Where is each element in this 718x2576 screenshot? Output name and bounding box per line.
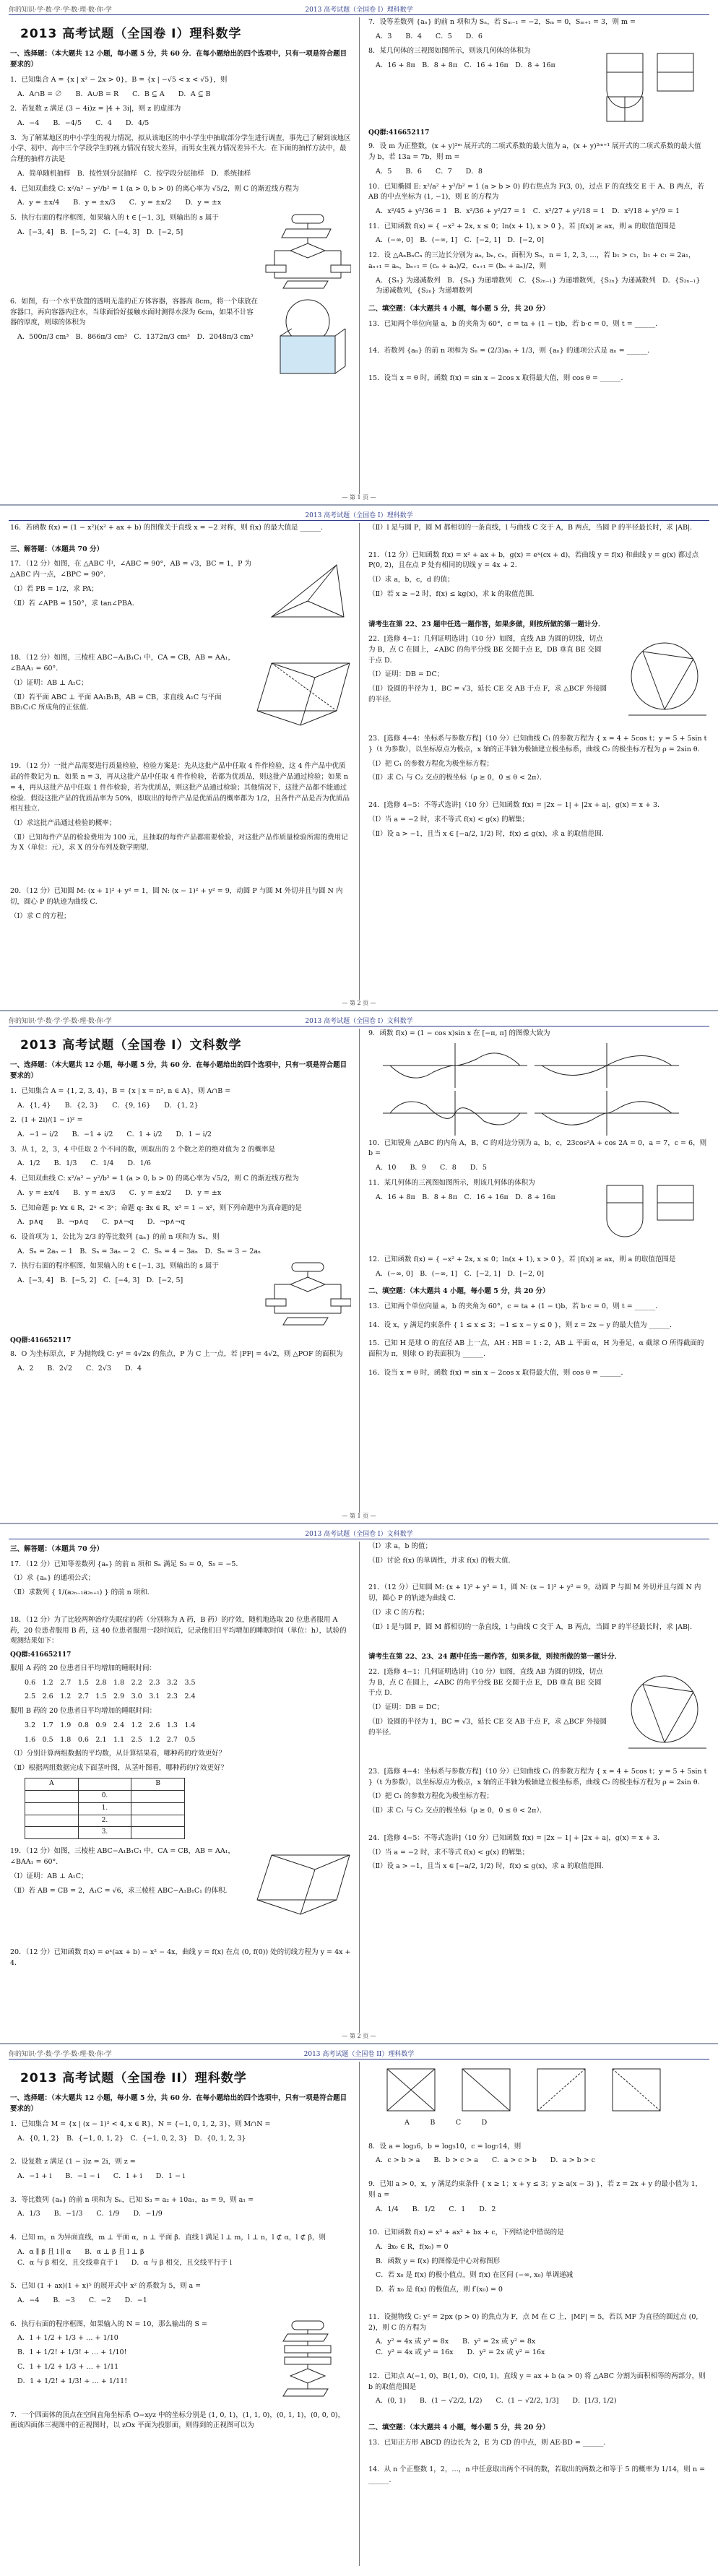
page-header [9,1529,709,1539]
options: A．y = ±x/4 B．y = ±x/3 C．y = ±x/2 D．y = ±x [17,199,222,207]
options: A．(0, 1) B．(1 − √2/2, 1/2) C．(1 − √2/2, 1/3] D．[1/3, 1/2) [376,2397,617,2406]
column-divider [359,17,360,494]
page-1 [0,0,718,506]
options: A．α ∥ β 且 l ∥ α B．α ⊥ β 且 l ⊥ β [17,2247,144,2256]
question-6: 6．设首项为 1，公比为 2/3 的等比数列 {aₙ} 的前 n 项和为 Sₙ，则 [10,1232,220,1241]
qq-group-label: QQ群:416652117 [10,1337,72,1345]
question-6: 6．执行右面的程序框图，如果输入的 N = 10，那么输出的 S = [10,2320,207,2328]
options: A．{0, 1, 2} B．{−1, 0, 1, 2} C．{−1, 0, 2, 3} D．{0, 1, 2, 3} [17,2134,246,2143]
option-d: D．若 x₀ 是 f(x) 的极值点，则 f′(x₀) = 0 [376,2286,503,2294]
prism-figure [250,1846,351,1919]
question-18: 18．（12 分）为了比较两种治疗失眠症的药（分别称为 A 药，B 药）的疗效，随机地选取 20 位患者服用 A 药，20 位患者服用 B 药，这 40 位患者服用一段时间后，记录他们日平均增加的睡眠时间（单位：h），试验的观测结果如下： [10,1615,347,1646]
question-13: 13．已知两个单位向量 a，b 的夹角为 60°，c = ta + (1 − t)b，若 b·c = 0，则 t = ______． [368,1302,662,1311]
question-11: 11．设抛物线 C: y² = 2px (p > 0) 的焦点为 F，点 M 在 C 上，|MF| = 5，若以 MF 为直径的圆过点 (0, 2)，则 C 的方程为 [368,2312,698,2332]
question-4: 4．已知双曲线 C: x²/a² − y²/b² = 1 (a > 0, b > 0) 的离心率为 √5/2，则 C 的渐近线方程为 [10,184,299,193]
left-column [10,1029,351,1375]
data-row: 2.5 2.6 1.2 2.7 1.5 2.9 3.0 3.1 2.3 2.4 [25,1693,196,1701]
flowchart-figure [264,1261,351,1334]
option-b: B．1 + 1/2! + 1/3! + … + 1/10! [17,2348,127,2357]
left-column [10,1542,351,1973]
question-18-part-2: （Ⅱ）若平面 ABC ⊥ 平面 AA₁B₁B，AB = CB，求直线 A₁C 与平面 BB₁C₁C 所成角的正弦值． [10,693,222,712]
options: A．{Sₙ} 为递减数列 B．{Sₙ} 为递增数列 C．{S₂ₙ₋₁} 为递增数列，{S₂ₙ} 为递减数列 D．{S₂ₙ₋₁} 为递减数列，{S₂ₙ} 为递增数列 [376,276,701,295]
question-21: 21．（12 分）已知圆 M: (x + 1)² + y² = 1，圆 N: (x − 1)² + y² = 9，动圆 P 与圆 M 外切并且与圆 N 内切，圆心 P 的轨迹为曲线 C． [368,1583,701,1603]
question-15: 15．设当 x = θ 时，函数 f(x) = sin x − 2cos x 取得最大值，则 cos θ = ______． [368,374,628,383]
options: A．A∩B = ∅ B．A∪B = R C．B ⊆ A D．A ⊆ B [17,90,211,98]
graph-option-b [535,1043,679,1088]
question-24-part-1: （Ⅰ）当 a = −2 时，求不等式 f(x) < g(x) 的解集； [368,815,529,824]
question-14: 14．设 x，y 满足约束条件 { 1 ≤ x ≤ 3；−1 ≤ x − y ≤ 0 }，则 z = 2x − y 的最大值为 ______． [368,1321,677,1329]
question-24: 24．[选修 4−5：不等式选讲]（10 分）已知函数 f(x) = |2x − 1| + |2x + a|，g(x) = x + 3． [368,801,665,810]
question-7: 7．一个四面体的顶点在空间直角坐标系 O−xyz 中的坐标分别是 (1, 0, 1)，(1, 1, 0)，(0, 1, 1)，(0, 0, 0)，画该四面体三视图中的正视图时，以 zOx 平面为投影面，则得到的正视图可以为 [10,2411,345,2430]
page-title: 2013 高考试题（全国卷 II）理科数学 [20,2071,247,2086]
page-header [9,510,709,521]
question-4: 4．已知 m，n 为异面直线，m ⊥ 平面 α，n ⊥ 平面 β．直线 l 满足 l ⊥ m，l ⊥ n，l ⊄ α，l ⊄ β，则 [10,2234,326,2242]
header-center: 2013 高考试题（全国卷 I）文科数学 [305,1531,413,1538]
question-1: 1．已知集合 A = {1, 2, 3, 4}，B = {x | x = n², n ∈ A}，则 A∩B = [10,1086,231,1095]
options: A．−4 B．−4/5 C．4 D．4/5 [17,118,150,127]
header-left: 你的知识·学·数·学·学·数·理·数·你·学 [9,1018,112,1025]
question-22-part-2: （Ⅱ）设圆的半径为 1，BC = √3，延长 CE 交 AB 于点 F，求 △BCF 外接圆的半径． [368,1717,607,1737]
question-2: 2．(1 + 2i)/(1 − i)² = [10,1116,83,1125]
question-17-part-2: （Ⅱ）若 ∠APB = 150°，求 tan∠PBA． [10,599,139,608]
column-divider [359,1542,360,2033]
question-19: 19．（12 分）如图，三棱柱 ABC−A₁B₁C₁ 中，CA = CB，AB = AA₁，∠BAA₁ = 60°． [10,1847,235,1867]
option-a: A．1 + 1/2 + 1/3 + … + 1/10 [17,2334,118,2343]
question-24-part-2: （Ⅱ）设 a > −1，且当 x ∈ [−a/2, 1/2) 时，f(x) ≤ g(x)，求 a 的取值范围． [368,1862,609,1871]
question-8: 8．设 a = log₃6，b = log₅10，c = log₇14，则 [368,2142,522,2151]
section-heading: 二、填空题：（本大题共 4 小题，每小题 5 分，共 20 分） [368,305,550,313]
data-row: 1.6 0.5 1.8 0.6 2.1 1.1 2.5 1.2 2.7 0.5 [25,1735,196,1744]
column-divider [359,2062,360,2566]
options: A．(−∞, 0] B．(−∞, 1] C．[−2, 1] D．[−2, 0] [376,236,544,245]
options: A．16 + 8π B．8 + 8π C．16 + 16π D．8 + 16π [376,61,555,70]
table-cell: A [49,1779,54,1787]
options: A．500π/3 cm³ B．866π/3 cm³ C．1372π/3 cm³ D．2048π/3 cm³ [17,333,254,342]
option-d: D．1 + 1/2! + 1/3! + … + 1/11! [17,2377,128,2385]
header-center: 2013 高考试题（全国卷 II）理科数学 [303,2051,415,2058]
question-24-part-2: （Ⅱ）设 a > −1，且当 x ∈ [−a/2, 1/2) 时，f(x) ≤ g(x)，求 a 的取值范围． [368,829,609,838]
page-footer: — 第 2 页 — [342,2033,376,2039]
right-column [368,523,708,843]
section-heading: 二、填空题：（本大题共 4 小题，每小题 5 分，共 20 分） [368,2423,550,2432]
question-14: 14．若数列 {aₙ} 的前 n 项和为 Sₙ = (2/3)aₙ + 1/3，则 {aₙ} 的通项公式是 aₙ = ______． [368,347,654,355]
question-9: 9．已知 a > 0，x，y 满足约束条件 { x ≥ 1；x + y ≤ 3；y ≥ a(x − 3) }，若 z = 2x + y 的最小值为 1，则 a = [368,2180,703,2199]
flowchart-figure [264,2320,351,2406]
question-22: 22．[选修 4−1：几何证明选讲]（10 分）如图，直线 AB 为圆的切线，切点为 B，点 C 在圆上，∠ABC 的角平分线 BE 交圆于点 E，DB 垂直 BE 交圆于点 D． [368,635,603,665]
column-divider [359,523,360,1000]
qq-group-label: QQ群:416652117 [368,129,430,137]
options: A．c > b > a B．b > c > a C．a > c > b D．a > b > c [376,2156,595,2165]
question-7: 7．执行右面的程序框图，如果输入的 t ∈ [−1, 3]，则输出的 s 属于 [10,1262,219,1271]
question-4: 4．已知双曲线 C: x²/a² − y²/b² = 1 (a > 0, b > 0) 的离心率为 √5/2，则 C 的渐近线方程为 [10,1175,299,1183]
question-11: 11．某几何体的三视图如图所示，则该几何体的体积为 [368,1178,535,1187]
question-21: 21．（12 分）已知函数 f(x) = x² + ax + b，g(x) = eˣ(cx + d)，若曲线 y = f(x) 和曲线 y = g(x) 都过点 P(0, 2)，且在点 P 处有相同的切线 y = 4x + 2． [368,550,699,570]
view-option-b [458,2065,516,2115]
view-options [368,2065,708,2115]
left-column [10,523,351,925]
options: C．y² = 4x 或 y² = 16x D．y² = 2x 或 y² = 16x [376,2348,545,2357]
options: A．1/3 B．−1/3 C．1/9 D．−1/9 [17,2210,163,2218]
question-11: 11．已知函数 f(x) = { −x² + 2x, x ≤ 0；ln(x + 1), x > 0 }，若 |f(x)| ≥ ax，则 a 的取值范围是 [368,222,676,230]
section-heading: 三、解答题：（本题共 70 分） [10,1545,104,1553]
data-label-b: 服用 B 药的 20 位患者日平均增加的睡眠时间： [10,1707,157,1716]
question-22-part-1: （Ⅰ）证明：DB = DC； [368,670,444,679]
question-19-part-2: （Ⅱ）若 AB = CB = 2，A₁C = √6，求三棱柱 ABC−A₁B₁C₁ 的体积． [10,1886,232,1895]
question-20: 20．（12 分）已知函数 f(x) = eˣ(ax + b) − x² − 4x，曲线 y = f(x) 在点 (0, f(0)) 处的切线方程为 y = 4x + 4． [10,1948,351,1968]
header-center: 2013 高考试题（全国卷 I）理科数学 [305,512,413,519]
question-17-part-2: （Ⅱ）求数列 { 1/(a₂ₙ₋₁a₂ₙ₊₁) } 的前 n 项和． [10,1589,155,1597]
question-23-part-1: （Ⅰ）把 C₁ 的参数方程化为极坐标方程； [368,759,493,768]
question-2: 2．设复数 z 满足 (1 − i)z = 2i，则 z = [10,2158,136,2166]
circle-tangent-figure [614,634,708,721]
question-20-part-1: （Ⅰ）求 a，b 的值； [368,1542,433,1550]
question-18-part-1: （Ⅰ）证明：AB ⊥ A₁C； [10,678,88,687]
three-view-figure [600,1178,708,1250]
question-21-part-2: （Ⅱ）若 x ≥ −2 时，f(x) ≤ kg(x)，求 k 的取值范围． [368,589,540,598]
page-footer: — 第 1 页 — [342,494,376,501]
question-24: 24．[选修 4−5：不等式选讲]（10 分）已知函数 f(x) = |2x − 1| + |2x + a|，g(x) = x + 3． [368,1833,665,1842]
graph-options [368,1043,708,1088]
header-center: 2013 高考试题（全国卷 I）文科数学 [305,1018,413,1025]
question-18-part-2: （Ⅱ）根据两组数据完成下面茎叶图，从茎叶图看，哪种药的疗效更好？ [10,1764,228,1772]
page-title: 2013 高考试题（全国卷 I）理科数学 [20,27,242,41]
options: A．[−3, 4] B．[−5, 2] C．[−4, 3] D．[−2, 5] [17,228,183,236]
view-option-a [383,2065,441,2115]
section-heading: 二、填空题：（本大题共 4 小题，每小题 5 分，共 20 分） [368,1287,550,1296]
options: A．−1 + i B．−1 − i C．1 + i D．1 − i [17,2171,185,2180]
question-8: 8．O 为坐标原点，F 为抛物线 C: y² = 4√2x 的焦点，P 为 C 上一点，若 |PF| = 4√2，则 △POF 的面积为 [10,1350,343,1359]
options: A．−1 − i/2 B．−1 + i/2 C．1 + i/2 D．1 − i/2 [17,1130,212,1138]
question-16: 16．若函数 f(x) = (1 − x²)(x² + ax + b) 的图像关于直线 x = −2 对称，则 f(x) 的最大值是 ______． [10,524,328,532]
options: A．p∧q B．¬p∧q C．p∧¬q D．¬p∧¬q [17,1218,186,1227]
question-5: 5．执行右面的程序框图，如果输入的 t ∈ [−1, 3]，则输出的 s 属于 [10,213,219,222]
question-20-part-2: （Ⅱ）l 是与圆 P，圆 M 都相切的一条直线，l 与曲线 C 交于 A，B 两点，当圆 P 的半径最长时，求 |AB|． [368,524,697,532]
three-view-figure [600,46,708,126]
left-column [10,2062,351,2435]
page-header [9,4,709,15]
question-5: 5．已知 (1 + ax)(1 + x)⁵ 的展开式中 x² 的系数为 5，则 a = [10,2282,202,2291]
table-cell: B [131,1778,184,1790]
options: A．−4 B．−3 C．−2 D．−1 [17,2296,147,2304]
section-heading: 三、解答题：（本题共 70 分） [10,545,104,553]
question-22: 22．[选修 4−1：几何证明选讲]（10 分）如图，直线 AB 为圆的切线，切点为 B，点 C 在圆上，∠ABC 的角平分线 BE 交圆于点 E，DB 垂直 BE 交圆于点 D． [368,1668,603,1698]
page-footer: — 第 2 页 — [342,1000,376,1006]
options: A．5 B．6 C．7 D．8 [376,167,483,176]
table-cell [78,1778,131,1790]
page-2 [0,506,718,1011]
graph-option-a [383,1043,527,1088]
option-b: B．函数 y = f(x) 的图像是中心对称图形 [376,2257,501,2265]
question-23: 23．[选修 4−4：坐标系与参数方程]（10 分）已知曲线 C₁ 的参数方程为 { x = 4 + 5cos t；y = 5 + 5sin t }（t 为参数），以坐标原点为极点，x 轴的正半轴为极轴建立极坐标系，曲线 C₂ 的极坐标方程为 ρ = 2sin θ． [368,1768,707,1786]
question-1: 1．已知集合 M = {x | (x − 1)² < 4, x ∈ R}，N = {−1, 0, 1, 2, 3}，则 M∩N = [10,2119,271,2128]
question-10: 10．已知函数 f(x) = x³ + ax² + bx + c，下列结论中错误的是 [368,2229,564,2237]
right-column [368,1029,708,1383]
qq-group-label: QQ群:416652117 [10,1651,72,1659]
section-heading: 一、选择题：（本大题共 12 小题，每小题 5 分，共 60 分．在每小题给出的四个选项中，只有一项是符合题目要求的） [10,2094,347,2114]
elective-note: 请考生在第 22、23 题中任选一题作答，如果多做，则按所做的第一题计分． [368,620,605,628]
graph-option-d [535,1091,679,1136]
question-19: 19．（12 分）一批产品需要进行质量检验，检验方案是：先从这批产品中任取 4 件作检验，这 4 件产品中优质品的件数记为 n．如果 n = 3，再从这批产品中任取 4 件作检验，若都为优质品，则这批产品通过检验；如果 n = 4，再从这批产品中任取 1 件作检验，若为优质品，则这批产品通过检验；其他情况下，这批产品都不能通过检验．假设这批产品的优质品率为 50%，即取出的每件产品是优质品的概率都为 1/2，且各件产品是否为优质品相互独立． [10,762,350,813]
data-row: 3.2 1.7 1.9 0.8 0.9 2.4 1.2 2.6 1.3 1.4 [25,1721,196,1729]
page-title: 2013 高考试题（全国卷 I）文科数学 [20,1038,242,1053]
question-9: 9．函数 f(x) = (1 − cos x)sin x 在 [−π, π] 的图像大致为 [368,1029,550,1037]
options: A．y = ±x/4 B．y = ±x/3 C．y = ±x/2 D．y = ±x [17,1188,222,1197]
view-option-d [608,2065,666,2115]
question-19-part-1: （Ⅰ）证明：AB ⊥ A₁C； [10,1872,88,1880]
question-16: 16．设当 x = θ 时，函数 f(x) = sin x − 2cos x 取得最大值，则 cos θ = ______． [368,1368,628,1377]
question-18: 18．（12 分）如图，三棱柱 ABC−A₁B₁C₁ 中，CA = CB，AB = AA₁，∠BAA₁ = 60°． [10,654,235,673]
options: A．1/2 B．1/3 C．1/4 D．1/6 [17,1159,151,1168]
question-3: 3．从 1，2，3，4 中任取 2 个不同的数，则取出的 2 个数之差的绝对值为 2 的概率是 [10,1145,276,1154]
question-23-part-2: （Ⅱ）求 C₁ 与 C₂ 交点的极坐标（ρ ≥ 0，0 ≤ θ < 2π）． [368,774,547,782]
question-17-part-1: （Ⅰ）求 {aₙ} 的通项公式； [10,1574,95,1583]
options: A．{1, 4} B．{2, 3} C．{9, 16} D．{1, 2} [17,1101,199,1110]
question-3: 3．为了解某地区的中小学生的视力情况，拟从该地区的中小学生中抽取部分学生进行调查，事先已了解到该地区小学、初中、高中三个学段学生的视力情况有较大差异，而男女生视力情况差异不大．在下面的抽样方法中，最合理的抽样方法是 [10,134,351,164]
data-label-a: 服用 A 药的 20 位患者日平均增加的睡眠时间： [10,1664,157,1672]
data-row: 0.6 1.2 2.7 1.5 2.8 1.8 2.2 2.3 3.2 3.5 [25,1678,196,1687]
question-18-part-1: （Ⅰ）分别计算两组数据的平均数，从计算结果看，哪种药的疗效更好？ [10,1750,226,1758]
question-20: 20．（12 分）已知圆 M: (x + 1)² + y² = 1，圆 N: (x − 1)² + y² = 9，动圆 P 与圆 M 外切并且与圆 N 内切，圆心 P 的轨迹为曲线 C． [10,887,343,906]
options: A．x²/45 + y²/36 = 1 B．x²/36 + y²/27 = 1 C．x²/27 + y²/18 = 1 D．x²/18 + y²/9 = 1 [376,207,680,215]
options: C．α 与 β 相交，且交线垂直于 l D．α 与 β 相交，且交线平行于 l [17,2258,232,2267]
page-footer: — 第 1 页 — [342,1513,376,1519]
question-1: 1．已知集合 A = {x | x² − 2x > 0}，B = {x | −√5 < x < √5}，则 [10,75,228,84]
question-10: 10．已知椭圆 E: x²/a² + y²/b² = 1 (a > b > 0) 的右焦点为 F(3, 0)，过点 F 的直线交 E 于 A、B 两点，若 AB 的中点坐标为 (1, −1)，则 E 的方程为 [368,182,704,202]
option-c: C．1 + 1/2 + 1/3 + … + 1/11 [17,2362,119,2371]
options: A．3 B．4 C．5 D．6 [376,32,483,40]
header-left: 你的知识·学·数·学·学·数·理·数·你·学 [9,2051,112,2058]
page-header [9,1016,709,1026]
question-22-part-2: （Ⅱ）设圆的半径为 1，BC = √3，延长 CE 交 AB 于点 F，求 △BCF 外接圆的半径． [368,685,607,704]
options: A．10 B．9 C．8 D．5 [376,1164,487,1172]
question-21-part-2: （Ⅱ）l 是与圆 P，圆 M 都相切的一条直线，l 与曲线 C 交于 A，B 两点，当圆 P 的半径最长时，求 |AB|． [368,1622,697,1631]
question-24-part-1: （Ⅰ）当 a = −2 时，求不等式 f(x) < g(x) 的解集； [368,1848,529,1857]
right-column [368,1542,708,1876]
right-column [368,2062,708,2490]
question-21-part-1: （Ⅰ）求 a，b，c，d 的值； [368,576,454,584]
left-column [10,17,351,376]
options: A．(−∞, 0] B．(−∞, 1] C．[−2, 1] D．[−2, 0] [376,1269,544,1278]
options: A．[−3, 4] B．[−5, 2] C．[−4, 3] D．[−2, 5] [17,1276,183,1285]
graph-option-c [383,1091,527,1136]
question-23-part-1: （Ⅰ）把 C₁ 的参数方程化为极坐标方程； [368,1792,493,1801]
question-17: 17．（12 分）已知等差数列 {aₙ} 的前 n 项和 Sₙ 满足 S₃ = 0，S₅ = −5． [10,1560,243,1568]
section-heading: 一、选择题：（本大题共 12 小题，每小题 5 分，共 60 分．在每小题给出的四个选项中，只有一项是符合题目要求的） [10,1061,347,1081]
question-12: 12．设 △AₙBₙCₙ 的三边长分别为 aₙ, bₙ, cₙ，面积为 Sₙ，n = 1, 2, 3, …，若 b₁ > c₁，b₁ + c₁ = 2a₁，aₙ₊₁ = aₙ，bₙ₊₁ = (cₙ + aₙ)/2，cₙ₊₁ = (bₙ + aₙ)/2，则 [368,251,696,270]
question-9: 9．设 m 为正整数，(x + y)²ᵐ 展开式的二项式系数的最大值为 a，(x + y)²ᵐ⁺¹ 展开式的二项式系数的最大值为 b，若 13a = 7b，则 m = [368,142,701,162]
question-13: 13．已知正方形 ABCD 的边长为 2，E 为 CD 的中点，则 AE·BD = ______． [368,2438,610,2447]
question-17: 17．（12 分）如图，在 △ABC 中，∠ABC = 90°，AB = √3，BC = 1，P 为 △ABC 内一点，∠BPC = 90°． [10,560,251,579]
column-divider [359,1029,360,1513]
question-10: 10．已知锐角 △ABC 的内角 A，B，C 的对边分别为 a，b，c，23cos²A + cos 2A = 0，a = 7，c = 6，则 b = [368,1138,707,1158]
header-center: 2013 高考试题（全国卷 I）理科数学 [305,7,413,14]
question-21-part-1: （Ⅰ）求 C 的方程； [368,1608,429,1617]
graph-options [368,1091,708,1136]
question-13: 13．已知两个单位向量 a，b 的夹角为 60°，c = ta + (1 − t)b，若 b·c = 0，则 t = ______． [368,319,662,328]
question-12: 12．已知点 A(−1, 0)，B(1, 0)，C(0, 1)，直线 y = ax + b (a > 0) 将 △ABC 分割为面积相等的两部分，则 b 的取值范围是 [368,2372,706,2391]
page-3 [0,1011,718,1524]
flowchart-figure [264,213,351,293]
question-17-part-1: （Ⅰ）若 PB = 1/2，求 PA； [10,584,98,593]
options: A．简单随机抽样 B．按性别分层抽样 C．按学段分层抽样 D．系统抽样 [17,169,251,178]
question-14: 14．从 n 个正整数 1，2，…，n 中任意取出两个不同的数，若取出的两数之和等于 5 的概率为 1/14，则 n = ______． [368,2465,706,2485]
question-23: 23．[选修 4−4：坐标系与参数方程]（10 分）已知曲线 C₁ 的参数方程为 { x = 4 + 5cos t；y = 5 + 5sin t }（t 为参数），以坐标原点为极点，x 轴的正半轴为极轴建立极坐标系，曲线 C₂ 的极坐标方程为 ρ = 2sin θ． [368,735,707,754]
question-7: 7．设等差数列 {aₙ} 的前 n 项和为 Sₙ，若 Sₘ₋₁ = −2，Sₘ = 0，Sₘ₊₁ = 3，则 m = [368,18,636,26]
options: A．16 + 8π B．8 + 8π C．16 + 16π D．8 + 16π [376,1193,555,1201]
question-5: 5．已知命题 p: ∀x ∈ R，2ˣ < 3ˣ；命题 q: ∃x ∈ R，x³ = 1 − x²，则下列命题中为真命题的是 [10,1203,302,1212]
page-header [9,2049,709,2059]
section-heading: 一、选择题：（本大题共 12 小题，每小题 5 分，共 60 分．在每小题给出的四个选项中，只有一项是符合题目要求的） [10,50,347,69]
cube-sphere-figure [264,297,351,376]
question-12: 12．已知函数 f(x) = { −x² + 2x, x ≤ 0；ln(x + 1), x > 0 }，若 |f(x)| ≥ ax，则 a 的取值范围是 [368,1255,676,1263]
options: A．Sₙ = 2aₙ − 1 B．Sₙ = 3aₙ − 2 C．Sₙ = 4 − 3aₙ D．Sₙ = 3 − 2aₙ [17,1247,261,1255]
page-4 [0,1524,718,2044]
options: A．y² = 4x 或 y² = 8x B．y² = 2x 或 y² = 8x [376,2338,536,2346]
question-2: 2．若复数 z 满足 (3 − 4i)z = |4 + 3i|，则 z 的虚部为 [10,105,181,113]
circle-tangent-figure [614,1667,708,1754]
option-a: A．∃x₀ ∈ R，f(x₀) = 0 [376,2243,449,2252]
question-19-part-1: （Ⅰ）求这批产品通过检验的概率； [10,819,116,828]
question-20-part-1: （Ⅰ）求 C 的方程； [10,912,71,920]
right-column [368,17,708,388]
view-option-labels: A B C D [405,2119,488,2127]
question-22-part-1: （Ⅰ）证明：DB = DC； [368,1703,444,1712]
triangle-figure [264,559,351,624]
options: A．1/4 B．1/2 C．1 D．2 [376,2205,496,2213]
option-c: C．若 x₀ 是 f(x) 的极小值点，则 f(x) 在区间 (−∞, x₀) 单调递减 [376,2271,574,2280]
question-6: 6．如图，有一个水平放置的透明无盖的正方体容器，容器高 8cm，将一个球放在容器口，再向容器内注水，当球面恰好接触水面时测得水深为 6cm，如果不计容器的厚度，则球的体积为 [10,297,258,327]
header-left: 你的知识·学·数·学·学·数·理·数·你·学 [9,7,112,14]
question-3: 3．等比数列 {aₙ} 的前 n 项和为 Sₙ，已知 S₃ = a₂ + 10a₁，a₅ = 9，则 a₁ = [10,2195,254,2204]
question-15: 15．已知 H 是球 O 的直径 AB 上一点，AH : HB = 1 : 2，AB ⊥ 平面 α，H 为垂足，α 截球 O 所得截面的面积为 π，则球 O 的表面积为 ______． [368,1339,704,1359]
stem-leaf-table: A B 0. 1. 2. 3. [25,1778,185,1840]
question-23-part-2: （Ⅱ）求 C₁ 与 C₂ 交点的极坐标（ρ ≥ 0，0 ≤ θ < 2π）． [368,1807,547,1815]
view-option-c [533,2065,591,2115]
elective-note: 请考生在第 22、23、24 题中任选一题作答，如果多做，则按所做的第一题计分． [368,1653,622,1661]
question-20-part-2: （Ⅱ）讨论 f(x) 的单调性，并求 f(x) 的极大值． [368,1556,516,1565]
question-19-part-2: （Ⅱ）已知每件产品的检验费用为 100 元，且抽取的每件产品都需要检验，对这批产品作质量检验所需的费用记为 X（单位：元），求 X 的分布列及数学期望． [10,833,348,852]
options: A．2 B．2√2 C．2√3 D．4 [17,1365,142,1373]
prism-figure [243,653,351,732]
question-8: 8．某几何体的三视图如图所示，则该几何体的体积为 [368,47,531,56]
page-5 [0,2044,718,2576]
